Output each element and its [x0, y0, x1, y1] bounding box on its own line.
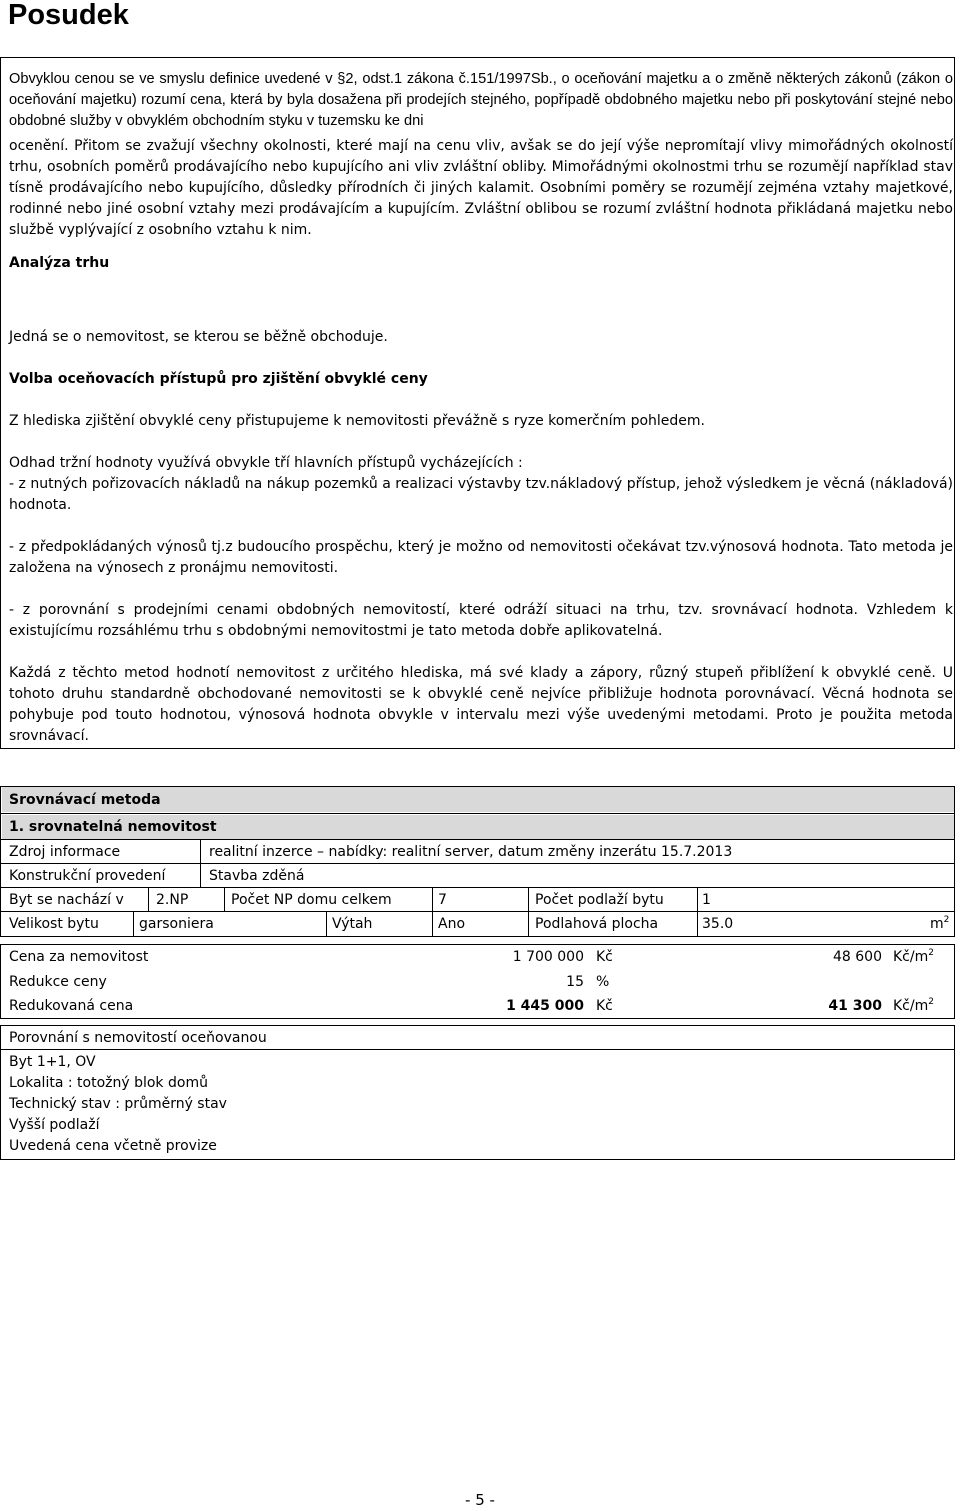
intro-paragraph-1: Obvyklou cenou se ve smyslu definice uvedené v §2, odst.1 zákona č.151/1997Sb., o oceňování majetku a o změně některých zákonů (zákon o oceňování majetku) rozumí cena, která by byla dosažena při prodejích stejného, popřípadě obdobného majetku nebo při poskytování stejné nebo obdobné služby v obvyklém obchodním styku v tuzemsku ke dni — [9, 71, 953, 129]
property-title: 1. srovnatelná nemovitost — [9, 819, 217, 835]
page-number: - 5 - — [465, 1491, 495, 1509]
market-heading: Analýza trhu — [9, 255, 110, 271]
intro-paragraph-2: ocenění. Přitom se zvažují všechny okolnosti, které mají na cenu vliv, avšak se do její výše nepromítají vlivy mimořádných okolností trhu, osobních poměrů prodávajícího nebo kupujícího ani vliv zvláštní obliby. Mimořádnými okolnostmi trhu se rozumějí například stav tísně prodávajícího nebo kupujícího, důsledky přírodních či jiných kalamit. Osobními poměry se rozumějí zejména vztahy majetkové, rodinné nebo jiné osobní vztahy mezi prodávajícím a kupujícím. Zvláštní oblibou se rozumí zvláštní hodnota přikládaná majetku nebo službě vyplývající z osobního vztahu k nim. — [9, 138, 953, 238]
source-value: realitní inzerce – nabídky: realitní server, datum změny inzerátu 15.7.2013 — [209, 844, 733, 860]
floors-total-label: Počet NP domu celkem — [231, 892, 392, 908]
note-item: Vyšší podlaží — [9, 1117, 100, 1133]
note-item: Technický stav : průměrný stav — [9, 1096, 227, 1112]
area-unit: $m^2$ — [930, 915, 950, 932]
reduced-unit: Kč — [596, 998, 613, 1014]
floor-value: 2.NP — [156, 892, 189, 908]
approach-paragraph-2-lead: Odhad tržní hodnoty využívá obvykle tří hlavních přístupů vycházejících : — [9, 455, 523, 471]
price-value: 1 700 000 — [512, 949, 584, 965]
approach-paragraph-3: - z předpokládaných výnosů tj.z budoucího prospěchu, který je možno od nemovitosti očekávat tzv.výnosová hodnota. Tato metoda je založena na výnosech z pronájmu nemovitosti. — [9, 539, 953, 576]
lift-label: Výtah — [332, 916, 373, 932]
note-item: Uvedená cena včetně provize — [9, 1138, 217, 1154]
market-text: Jedná se o nemovitost, se kterou se běžně obchoduje. — [9, 329, 388, 345]
note-item: Lokalita : totožný blok domů — [9, 1075, 208, 1091]
reduced-value: 1 445 000 — [506, 998, 584, 1014]
size-label: Velikost bytu — [9, 916, 99, 932]
reduced-label: Redukovaná cena — [9, 998, 134, 1014]
area-label: Podlahová plocha — [535, 916, 659, 932]
source-label: Zdroj informace — [9, 844, 121, 860]
lift-value: Ano — [438, 916, 466, 932]
notes-header: Porovnání s nemovitostí oceňovanou — [9, 1030, 267, 1046]
construction-label: Konstrukční provedení — [9, 868, 166, 884]
reduction-label: Redukce ceny — [9, 974, 107, 990]
price-unit: Kč — [596, 949, 613, 965]
approach-paragraph-4: - z porovnání s prodejními cenami obdobných nemovitostí, které odráží situaci na trhu, tzv. srovnávací hodnota. Vzhledem k existujícímu rozsáhlému trhu s obdobnými nemovitostmi je tato metoda dobře aplikovatelná. — [9, 602, 953, 639]
reduced-per-m2-unit: $Kč/m^2$ — [893, 997, 934, 1014]
basement-label: Počet podlaží bytu — [535, 892, 664, 908]
floors-total-value: 7 — [438, 892, 447, 908]
section-title: Srovnávací metoda — [9, 792, 161, 808]
reduction-unit: % — [596, 974, 610, 990]
area-value: 35.0 — [702, 916, 734, 932]
reduced-per-m2: 41 300 — [828, 998, 882, 1014]
construction-value: Stavba zděná — [209, 868, 305, 884]
price-per-m2-unit: $Kč/m^2$ — [893, 948, 934, 965]
basement-value: 1 — [702, 892, 711, 908]
approach-paragraph-1: Z hlediska zjištění obvyklé ceny přistupujeme k nemovitosti převážně s ryze komerčním pohledem. — [9, 413, 706, 429]
approach-heading: Volba oceňovacích přístupů pro zjištění obvyklé ceny — [9, 371, 428, 387]
page-title: Posudek — [8, 0, 129, 31]
note-item: Byt 1+1, OV — [9, 1054, 96, 1070]
price-label: Cena za nemovitost — [9, 949, 149, 965]
approach-paragraph-2-item: - z nutných pořizovacích nákladů na nákup pozemků a realizaci výstavby tzv.nákladový přístup, jehož výsledkem je věcná (nákladová) hodnota. — [9, 476, 953, 513]
price-per-m2: 48 600 — [833, 949, 882, 965]
size-value: garsoniera — [139, 916, 214, 932]
floor-label: Byt se nachází v — [9, 892, 124, 908]
reduction-value: 15 — [566, 974, 584, 990]
approach-paragraph-5: Každá z těchto metod hodnotí nemovitost z určitého hlediska, má své klady a zápory, různý stupeň přiblížení k obvyklé ceně. U tohoto druhu standardně obchodované nemovitosti se k obvyklé ceně nejvíce přibližuje hodnota porovnávací. Věcná hodnota se pohybuje pod touto hodnotou, výnosová hodnota obvykle v intervalu mezi výše uvedenými metodami. Proto je použita metoda srovnávací. — [9, 665, 953, 744]
